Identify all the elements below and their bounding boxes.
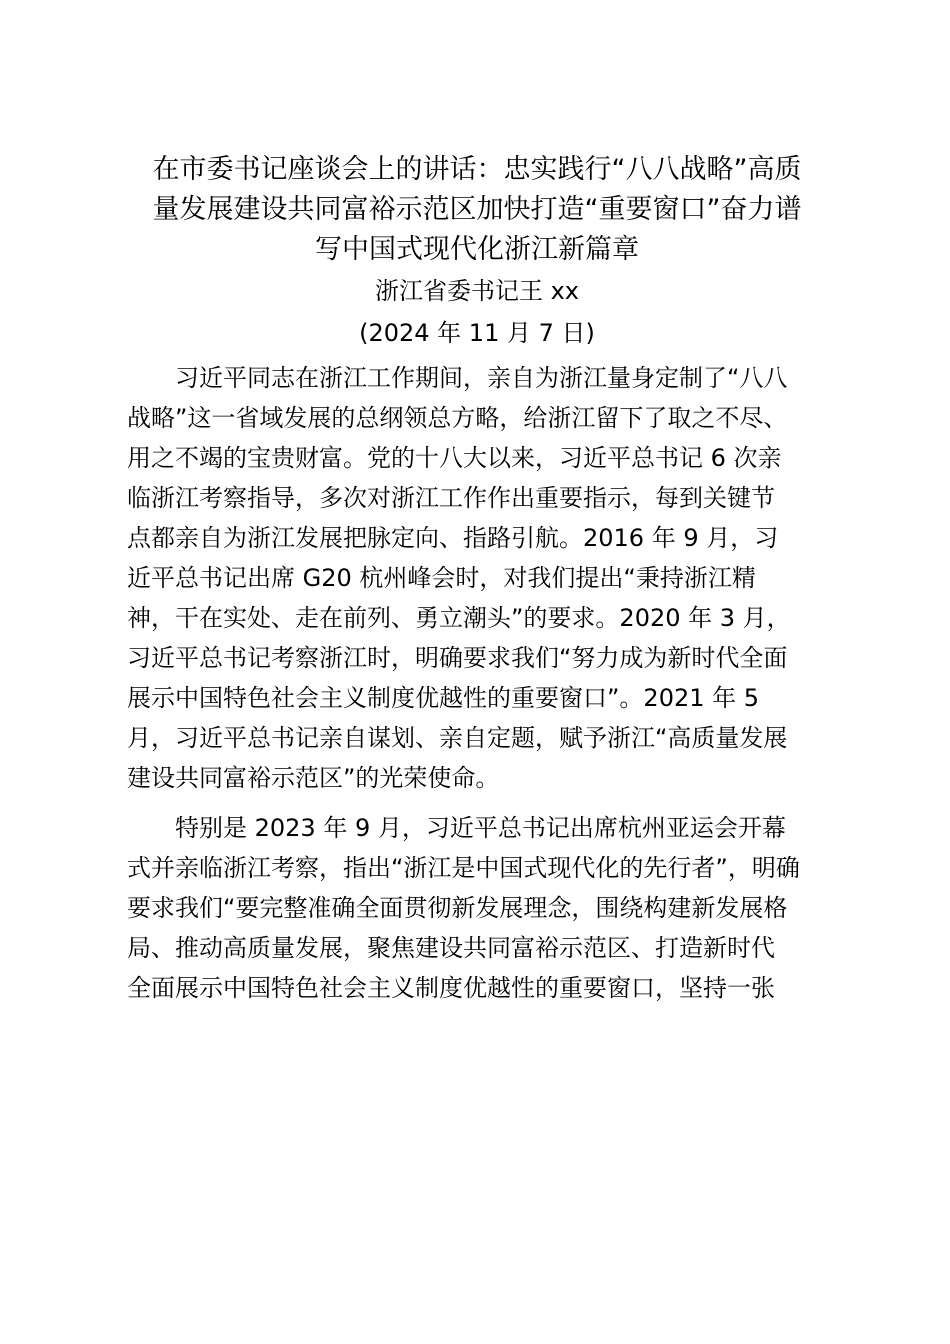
paragraph-1 [127,358,827,798]
paragraph-line: 要求我们“要完整准确全面贯彻新发展理念，围绕构建新发展格 [127,894,788,922]
paragraph-line: 战略”这一省域发展的总纲领总方略，给浙江留下了取之不尽、 [127,404,788,432]
paragraph-line: 展示中国特色社会主义制度优越性的重要窗口”。2021 年 5 [127,684,760,712]
paragraph-line: 全面展示中国特色社会主义制度优越性的重要窗口，坚持一张 [127,974,775,1002]
paragraph-line: 习近平同志在浙江工作期间，亲自为浙江量身定制了“八八 [127,364,788,392]
paragraph-line: 点都亲自为浙江发展把脉定向、指路引航。2016 年 9 月，习 [127,524,779,552]
document-body [127,150,827,1008]
paragraph-2 [127,808,827,1008]
document-title [127,150,827,270]
date-line: (2024 年 11 月 7 日) [359,319,595,347]
paragraph-line: 式并亲临浙江考察，指出“浙江是中国式现代化的先行者”，明确 [127,854,800,882]
paragraph-line: 习近平总书记考察浙江时，明确要求我们“努力成为新时代全面 [127,644,788,672]
author-line: 浙江省委书记王 xx [374,277,580,305]
paragraph-line: 局、推动高质量发展，聚焦建设共同富裕示范区、打造新时代 [127,934,775,962]
paragraph-line: 月，习近平总书记亲自谋划、亲自定题，赋予浙江“高质量发展 [127,724,788,752]
paragraph-line: 临浙江考察指导，多次对浙江工作作出重要指示，每到关键节 [127,484,775,512]
title-line: 写中国式现代化浙江新篇章 [315,234,639,265]
paragraph-line: 近平总书记出席 G20 杭州峰会时，对我们提出“秉持浙江精 [127,564,756,592]
title-line: 在市委书记座谈会上的讲话：忠实践行“八八战略”高质 [152,154,802,185]
paragraph-line: 建设共同富裕示范区”的光荣使命。 [127,764,500,792]
paragraph-line: 特别是 2023 年 9 月，习近平总书记出席杭州亚运会开幕 [127,814,786,842]
paragraph-line: 神，干在实处、走在前列、勇立潮头”的要求。2020 年 3 月， [127,604,791,632]
paragraph-line: 用之不竭的宝贵财富。党的十八大以来，习近平总书记 6 次亲 [127,444,782,472]
title-line: 量发展建设共同富裕示范区加快打造“重要窗口”奋力谱 [152,194,802,225]
